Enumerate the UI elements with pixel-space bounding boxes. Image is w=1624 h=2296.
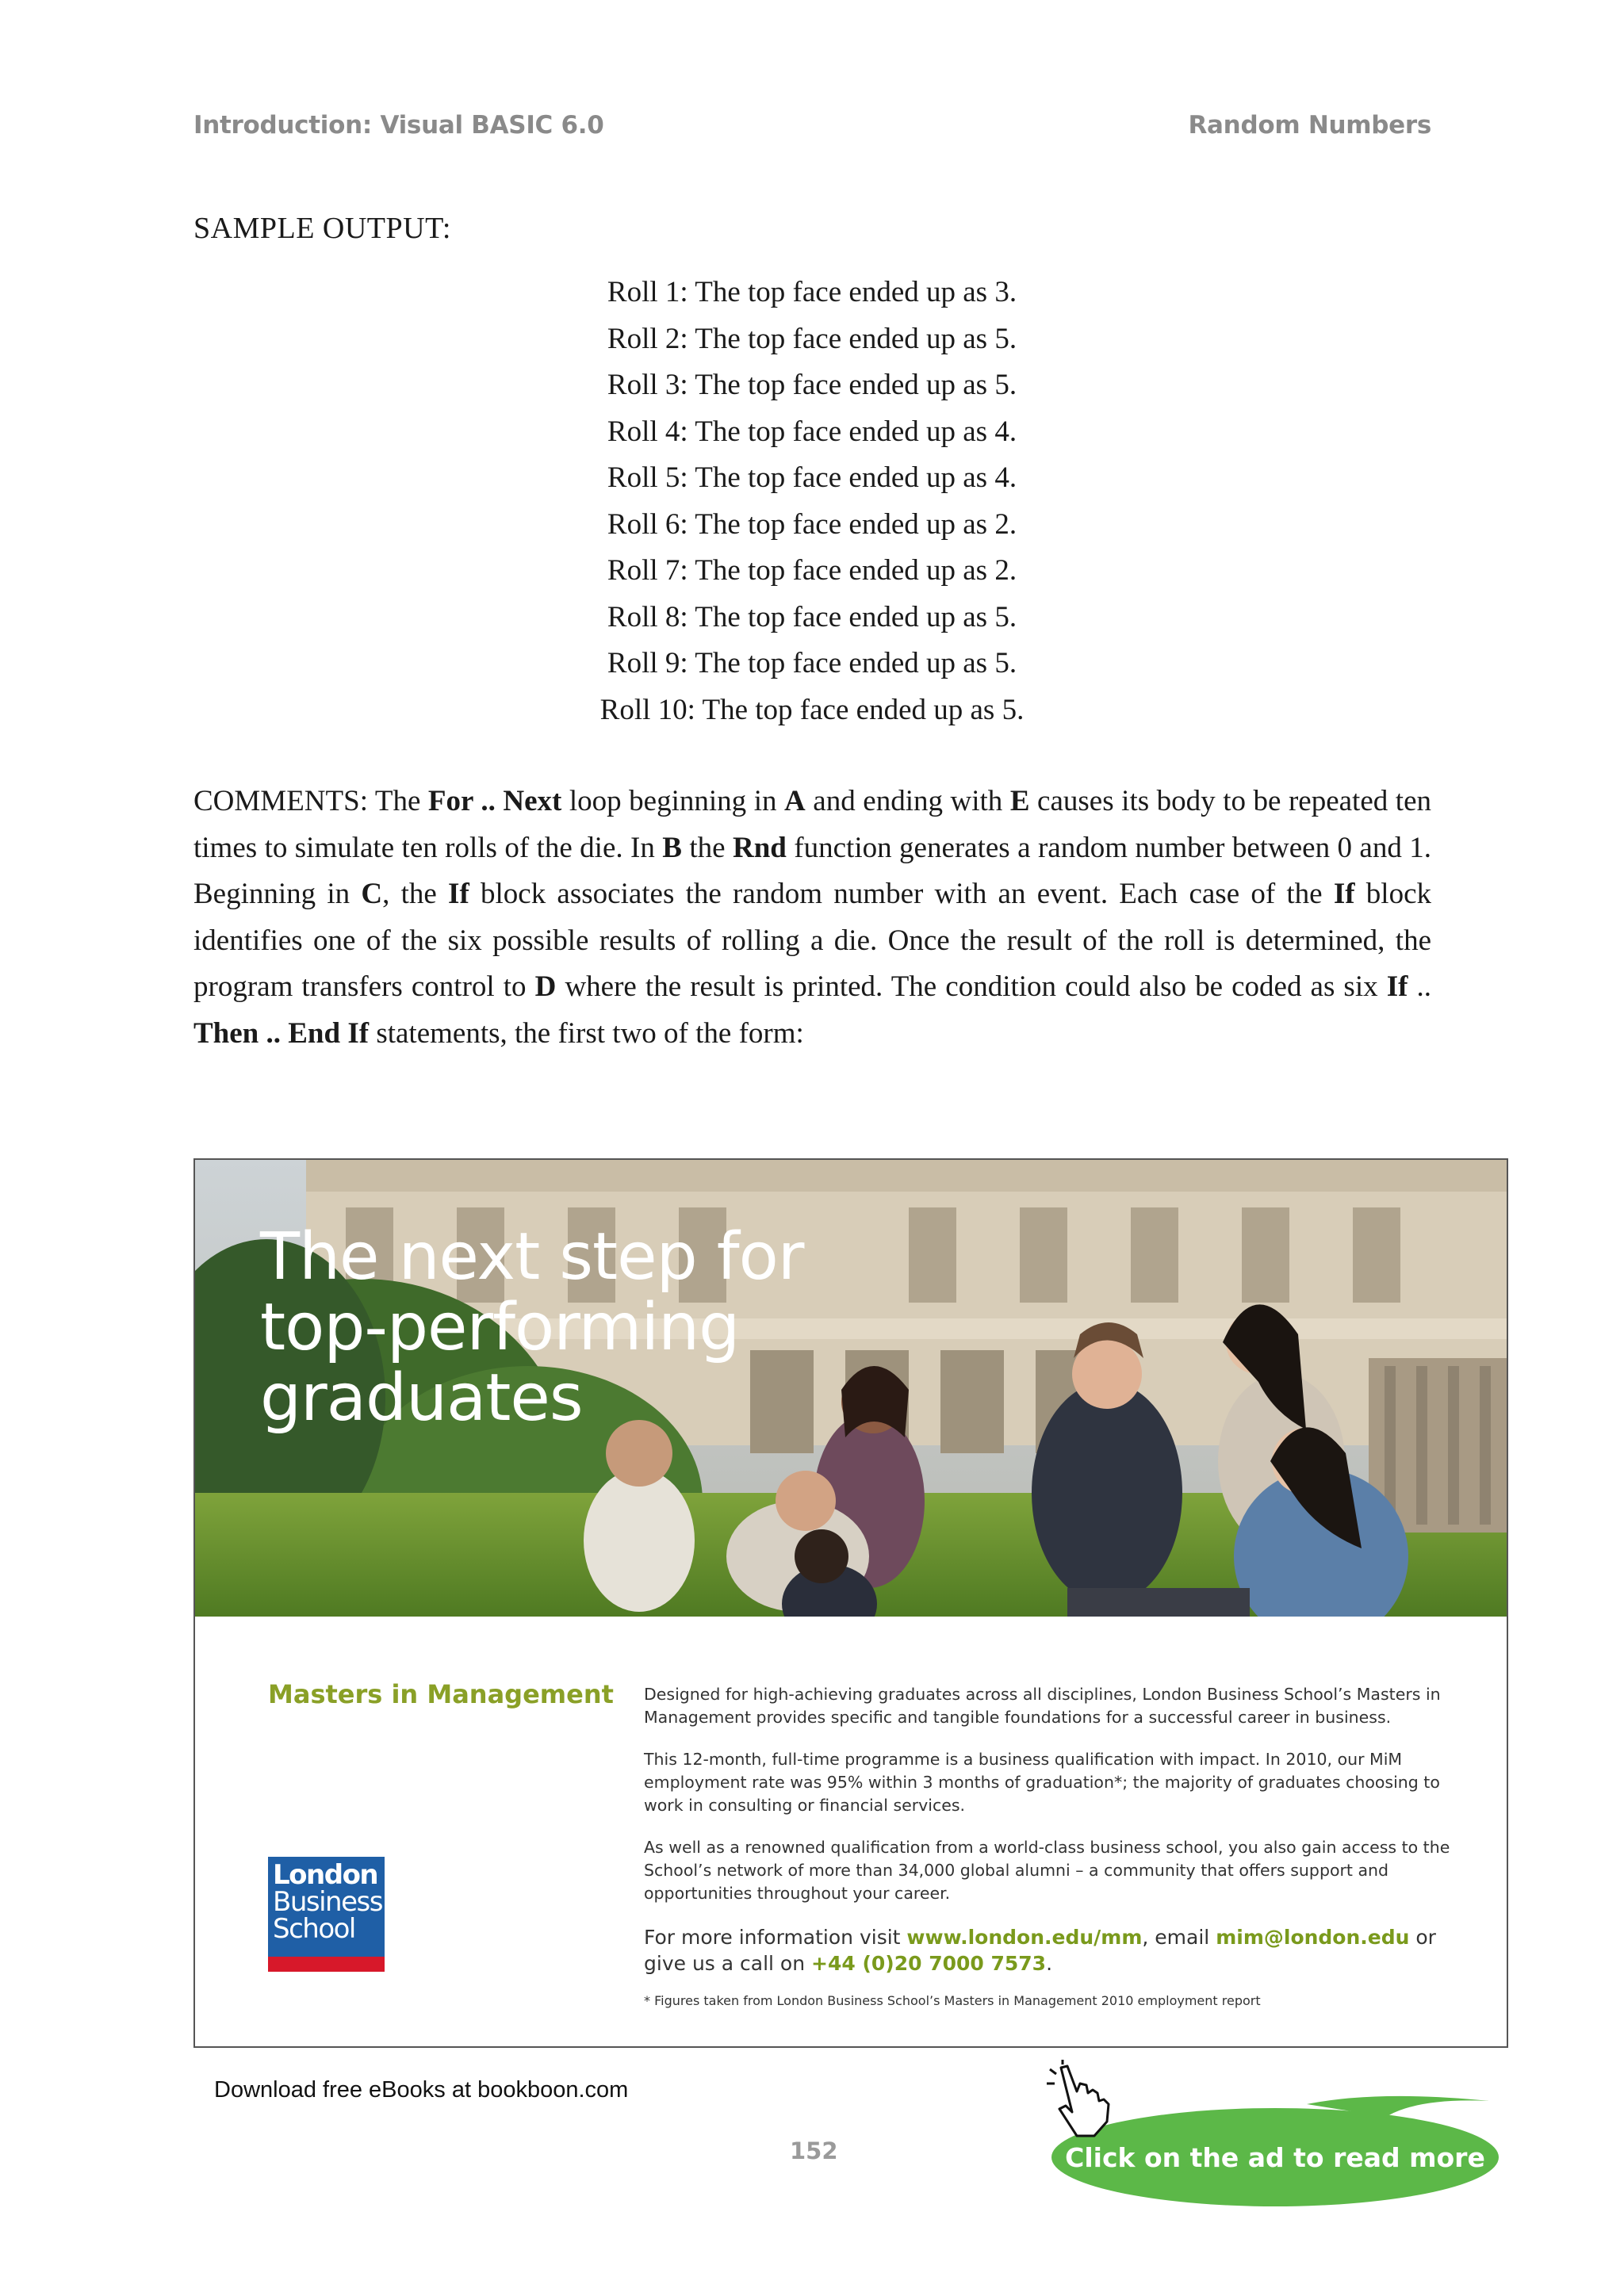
page-number: 152 <box>790 2137 838 2164</box>
keyword: C <box>361 878 383 910</box>
ad-body-copy <box>644 1683 1469 2010</box>
london-business-school-logo: London Business School <box>268 1857 385 1972</box>
roll-line: Roll 8: The top face ended up as 5. <box>607 600 1017 633</box>
roll-line: Roll 2: The top face ended up as 5. <box>607 322 1017 355</box>
cta-label: Click on the ad to read more <box>1065 2142 1485 2173</box>
ad-footnote: * Figures taken from London Business School’s Masters in Management 2010 employment report <box>644 1993 1261 2008</box>
roll-line: Roll 6: The top face ended up as 2. <box>607 507 1017 541</box>
ad-headline: The next step for top-performing graduates <box>260 1219 804 1436</box>
download-link[interactable]: Download free eBooks at bookboon.com <box>214 2077 629 2103</box>
roll-line: Roll 5: The top face ended up as 4. <box>607 461 1017 494</box>
ad-paragraph: Designed for high-achieving graduates across all disciplines, London Business School’s Masters in Management provides specific and tangible foundations for a successful career in business. <box>644 1685 1441 1727</box>
ad-contact: For more information visit www.london.edu/mm, email mim@london.edu or give us a call on +44 (0)20 7000 7573. <box>644 1926 1436 1975</box>
sample-output-list <box>0 270 1624 733</box>
keyword: If <box>448 878 469 910</box>
keyword: If <box>1333 878 1355 910</box>
sample-output-label: SAMPLE OUTPUT: <box>193 212 451 245</box>
keyword: If <box>1386 970 1408 1003</box>
keyword: For .. Next <box>427 785 562 817</box>
phone-number: +44 (0)20 7000 7573 <box>811 1952 1047 1975</box>
roll-line: Roll 9: The top face ended up as 5. <box>607 647 1017 679</box>
keyword: A <box>784 785 806 817</box>
email-link[interactable]: mim@london.edu <box>1216 1926 1410 1949</box>
roll-line: Roll 3: The top face ended up as 5. <box>607 369 1017 401</box>
comments-paragraph: COMMENTS: The For .. Next loop beginning in A and ending with E causes its body to be repeated ten times to simulate ten rolls of the die. In B the Rnd function generates a random number between 0 and 1. Beginning in C, the If block associates the random number with an event. Each case of the If block identifies one of the six possible results of rolling a die. Once the result of the roll is determined, the program transfers control to D where the result is printed. The condition could also be coded as six If .. Then .. End If statements, the first two of the form: <box>193 785 1432 1050</box>
keyword: E <box>1009 785 1030 817</box>
program-title: Masters in Management <box>268 1679 614 1709</box>
ad-paragraph: As well as a renowned qualification from a world-class business school, you also gain access to the School’s network of more than 34,000 global alumni – a community that offers support and opportunities throughout your career. <box>644 1838 1450 1903</box>
roll-line: Roll 4: The top face ended up as 4. <box>607 415 1017 448</box>
roll-line: Roll 1: The top face ended up as 3. <box>607 276 1017 308</box>
keyword: Then .. End If <box>193 1016 370 1050</box>
logo-red-stripe <box>268 1957 385 1972</box>
keyword: D <box>534 970 557 1003</box>
roll-line: Roll 10: The top face ended up as 5. <box>599 693 1025 726</box>
running-header-left: Introduction: Visual BASIC 6.0 <box>193 111 604 140</box>
running-header-right: Random Numbers <box>1188 111 1431 140</box>
roll-line: Roll 7: The top face ended up as 2. <box>607 554 1017 587</box>
keyword: Rnd <box>733 831 787 864</box>
website-link[interactable]: www.london.edu/mm <box>906 1926 1143 1949</box>
pointing-hand-icon <box>1045 2060 1116 2139</box>
keyword: B <box>662 831 682 864</box>
ad-paragraph: This 12-month, full-time programme is a business qualification with impact. In 2010, our MiM employment rate was 95% within 3 months of graduation*; the majority of graduates choosing to work in consulting or financial services. <box>644 1750 1440 1815</box>
advertisement-banner[interactable] <box>193 1158 1508 2048</box>
